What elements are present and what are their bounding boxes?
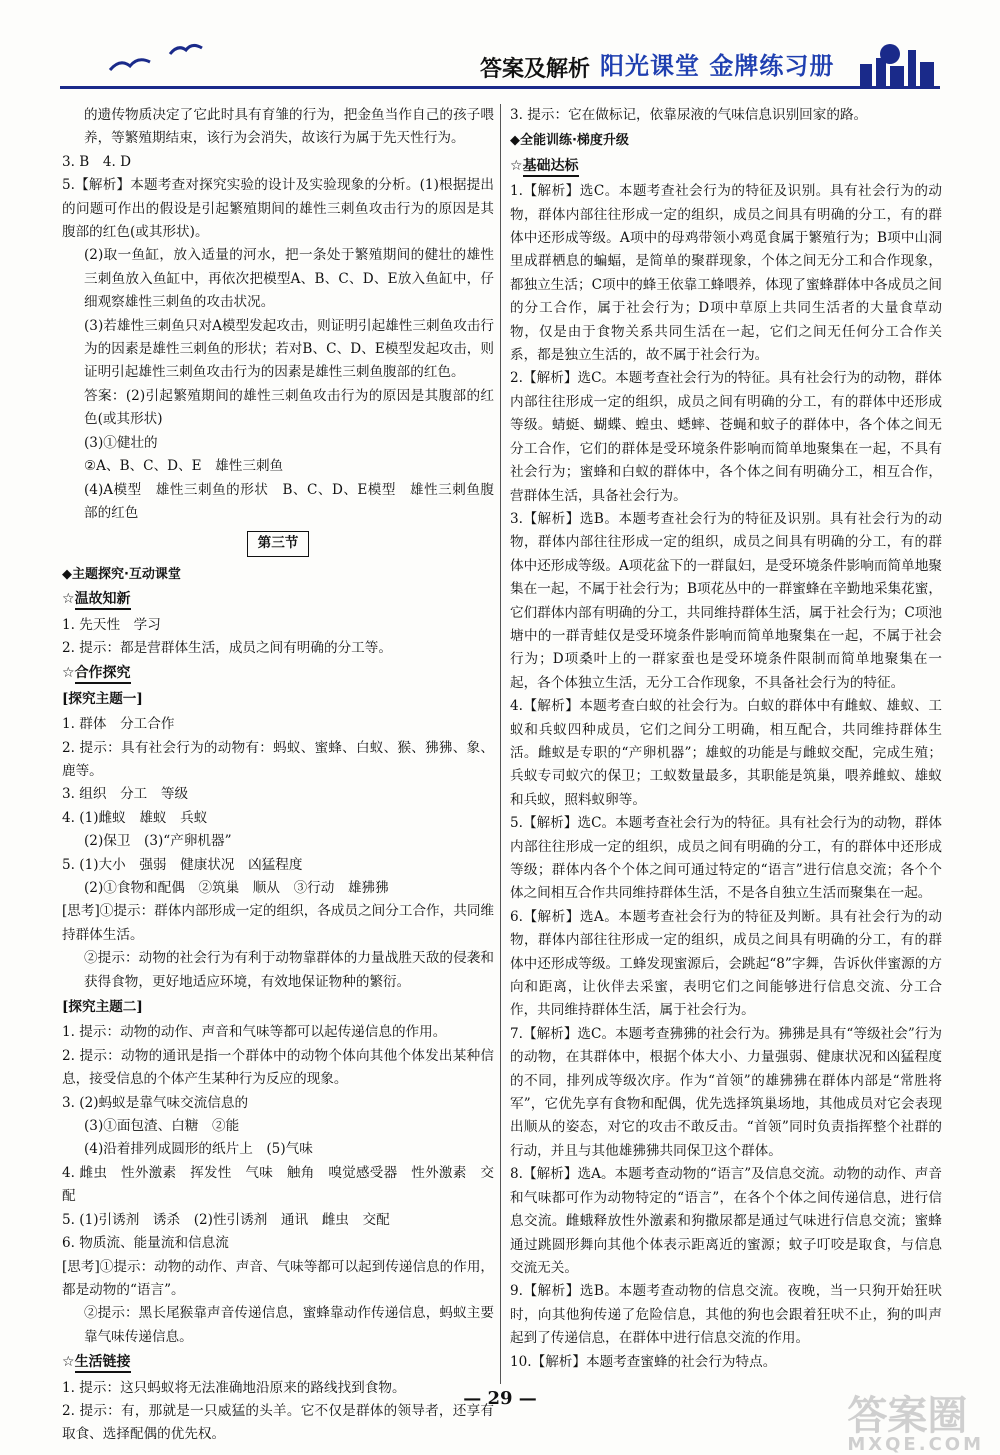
subsection-heading-text: 合作探究 [75,665,131,684]
subsection-heading-text: 生活链接 [75,1354,131,1373]
answer-paragraph: (4)沿着排列成圆形的纸片上 (5)气味 [84,1141,313,1158]
answer-paragraph: ②A、B、C、D、E 雄性三刺鱼 [84,458,284,475]
birds-icon [100,40,220,86]
answer-paragraph: (3)①健壮的 [84,434,158,451]
city-skyline-icon [850,40,940,86]
answer-paragraph: 7.【解析】选C。本题考查狒狒的社会行为。狒狒是具有“等级社会”行为的动物，在其群体中，根据个体大小、力量强弱、健康状况和凶猛程度的不同，排列成等级次序。作为“首领”的雄狒狒在群体内部是“常胜将军”，它优先享有食物和配偶，优先选择筑巢场地，其他成员对它会表现出顺从的姿态，对它的攻击不敢反击。“首领”同时负责指挥整个社群的行动，并且与其他雄狒狒共同保卫这个群体。 [510,1025,942,1159]
answer-paragraph: (2)保卫 (3)“产卵机器” [84,833,232,850]
answer-paragraph: (3)若雄性三刺鱼只对A模型发起攻击，则证明引起雄性三刺鱼攻击行为的因素是雄性三刺鱼的形状；若对B、C、D、E模型发起攻击，则证明引起雄性三刺鱼攻击行为的因素是雄性三刺鱼腹部的红色。 [84,317,494,381]
subsection-heading [62,662,494,685]
answer-paragraph: 6.【解析】选A。本题考查社会行为的特征及判断。具有社会行为的动物，群体内部往往形成一定的组织，成员之间具有明确的分工，有的群体中还形成等级。工蜂发现蜜源后，会跳起“8”字舞，告诉伙伴蜜源的方向和距离，让伙伴去采蜜，表明它们之间能够进行信息交流、分工合作，共同维持群体生活，属于社会行为。 [510,908,942,1019]
answer-paragraph: 2. 提示：都是营群体生活，成员之间有明确的分工等。 [62,639,392,656]
answer-paragraph: 1.【解析】选C。本题考查社会行为的特征及识别。具有社会行为的动物，群体内部往往形成一定的组织，成员之间具有明确的分工，有的群体中还形成等级。A项中的母鸡带领小鸡觅食属于繁殖行为；B项中山洞里成群栖息的蝙蝠，是简单的聚群现象，个体之间无分工和合作现象，都独立生活；C项中的蜂王依靠工蜂喂养，体现了蜜蜂群体中各成员之间的分工合作，属于社会行为；D项中草原上共同生活者的大量食草动物，仅是由于食物关系共同生活在一起，它们之间无任何分工合作关系，都是独立生活的，故不属于社会行为。 [510,183,942,364]
answer-paragraph: 5.【解析】本题考查对探究实验的设计及实验现象的分析。(1)根据提出的问题可作出的假设是引起繁殖期间的雄性三刺鱼攻击行为的原因是其腹部的红色(或其形状)。 [62,177,494,241]
answer-paragraph: [思考]①提示：群体内部形成一定的组织，各成员之间分工合作，共同维持群体生活。 [62,903,495,943]
header-rule [60,86,940,89]
answer-paragraph: 9.【解析】选B。本题考查动物的信息交流。夜晚，当一只狗开始狂吠时，向其他狗传递了危险信息，其他的狗也会跟着狂吠不止，狗的叫声起到了传递信息，在群体中进行信息交流的作用。 [510,1283,942,1347]
star-icon: ☆ [62,591,75,608]
answer-paragraph: 1. 提示：动物的动作、声音和气味等都可以起传递信息的作用。 [62,1024,447,1041]
answer-paragraph: 5. (1)大小 强弱 健康状况 凶猛程度 [62,856,303,873]
answer-paragraph: 4. (1)雌蚁 雄蚁 兵蚁 [62,809,208,826]
header-title-answers: 答案及解析 [480,57,591,82]
answer-paragraph: 3. 组织 分工 等级 [62,786,189,803]
answer-paragraph: (2)取一鱼缸，放入适量的河水，把一条处于繁殖期间的健壮的雄性三刺鱼放入鱼缸中，再依次把模型A、B、C、D、E放入鱼缸中，仔细观察雄性三刺鱼的攻击状况。 [84,247,494,311]
subsection-heading-text: 基础达标 [523,158,579,177]
answer-paragraph: ②提示：黑长尾猴靠声音传递信息，蜜蜂靠动作传递信息，蚂蚁主要靠气味传递信息。 [84,1305,494,1345]
page-header [60,40,940,100]
answer-paragraph: 1. 群体 分工合作 [62,716,175,733]
answer-paragraph: 3. 提示：它在做标记，依靠尿液的气味信息识别回家的路。 [510,107,868,123]
header-title-series: 阳光课堂 金牌练习册 [600,52,835,80]
answer-paragraph: 4.【解析】本题考查白蚁的社会行为。白蚁的群体中有雌蚁、雄蚁、工蚁和兵蚁四种成员，它们之间分工明确，相互配合，共同维持群体生活。雌蚁是专职的“产卵机器”；雄蚁的功能是与雌蚁交配，完成生殖；兵蚁专司蚁穴的保卫；工蚁数量最多，其职能是筑巢，喂养雌蚁、雄蚁和兵蚁，照料蚁卵等。 [510,698,942,808]
star-icon: ☆ [62,1354,75,1371]
answer-paragraph: 3. B 4. D [62,153,132,170]
answer-paragraph: 1. 提示：这只蚂蚁将无法准确地沿原来的路线找到食物。 [62,1379,406,1396]
page-number: — 29 — [463,1388,537,1409]
answer-paragraph: 2. 提示：动物的通讯是指一个群体中的动物个体向其他个体发出某种信息，接受信息的个体产生某种行为反应的现象。 [62,1047,494,1088]
watermark-logo [847,1393,984,1455]
section-title-text: 第三节 [247,531,310,556]
answer-paragraph: 5. (1)引诱剂 诱杀 (2)性引诱剂 通讯 雌虫 交配 [62,1211,390,1228]
watermark-sub: MXQE.COM [847,1434,984,1455]
star-icon: ☆ [510,157,523,174]
answer-paragraph: (3)①面包渣、白糖 ②能 [84,1118,240,1135]
answer-paragraph: 3.【解析】选B。本题考查社会行为的特征及识别。具有社会行为的动物，群体内部往往形成一定的组织，成员之间具有明确的分工，有的群体中还形成等级。A项花盆下的一群鼠妇，是受环境条件影响而简单地聚集在一起，不属于社会行为；B项花丛中的一群蜜蜂在辛勤地采集花蜜，它们群体内部有明确的分工，共同维持群体生活，属于社会行为；C项池塘中的一群青蛙仅是受环境条件影响而简单地聚集在一起，不属于社会行为；D项桑叶上的一群家蚕也是受环境条件限制而简单地聚集在一起，各个体独立生活，无分工合作现象，不具备社会行为的特征。 [510,510,942,691]
answer-paragraph: 答案：(2)引起繁殖期间的雄性三刺鱼攻击行为的原因是其腹部的红色(或其形状) [84,387,494,428]
section-banner: ◆主题探究·互动课堂 [62,566,181,582]
answer-paragraph: [思考]①提示：动物的动作、声音、气味等都可以起到传递信息的作用，都是动物的“语言”。 [62,1258,495,1298]
answer-paragraph: 2. 提示：有，那就是一只威猛的头羊。它不仅是群体的领导者，还享有取食、选择配偶的优先权。 [62,1402,494,1443]
answer-paragraph: 1. 先天性 学习 [62,616,161,633]
answer-paragraph: 10.【解析】本题考查蜜蜂的社会行为特点。 [510,1353,777,1370]
answer-paragraph: (4)A模型 雄性三刺鱼的形状 B、C、D、E模型 雄性三刺鱼腹部的红色 [84,481,494,521]
answer-paragraph: 的遗传物质决定了它此时具有育雏的行为，把金鱼当作自己的孩子喂养，等繁殖期结束，该行为会消失，故该行为属于先天性行为。 [84,107,494,147]
answer-paragraph: 2. 提示：具有社会行为的动物有：蚂蚁、蜜蜂、白蚁、猴、狒狒、象、鹿等。 [62,739,494,779]
topic-heading: [探究主题二] [62,999,143,1016]
answer-paragraph: ②提示：动物的社会行为有利于动物靠群体的力量战胜天敌的侵袭和获得食物，更好地适应环境，有效地保证物种的繁衍。 [84,950,494,990]
answer-paragraph: 3. (2)蚂蚁是靠气味交流信息的 [62,1094,249,1111]
watermark-main: 答案圈 [847,1393,968,1439]
section-banner: ◆全能训练·梯度升级 [510,133,629,149]
answer-paragraph: 6. 物质流、能量流和信息流 [62,1235,229,1252]
column-divider [500,104,501,1384]
answer-paragraph: 2.【解析】选C。本题考查社会行为的特征。具有社会行为的动物，群体内部往往形成一定的组织，成员之间有明确的分工，有的群体中还形成等级。蜻蜓、蝴蝶、蝗虫、蟋蟀、苍蝇和蚊子的群体中，各个体之间无分工合作，它们的群体是受环境条件影响而简单地聚集在一起，不具有社会行为；蜜蜂和白蚁的群体中，各个体之间有明确分工，相互合作，营群体生活，具备社会行为。 [510,370,942,504]
topic-heading: [探究主题一] [62,690,143,707]
subsection-heading [62,1351,494,1374]
subsection-heading [510,155,942,178]
right-column [510,104,942,1374]
star-icon: ☆ [62,665,75,682]
answer-paragraph: (2)①食物和配偶 ②筑巢 顺从 ③行动 雄狒狒 [84,880,389,896]
answer-paragraph: 4. 雌虫 性外激素 挥发性 气味 触角 嗅觉感受器 性外激素 交配 [62,1164,494,1205]
left-column [62,104,494,1447]
subsection-heading-text: 温故知新 [75,591,131,610]
answer-paragraph: 5.【解析】选C。本题考查社会行为的特征。具有社会行为的动物，群体内部往往形成一定的组织，成员之间有明确的分工，有的群体中还形成等级；群体内各个个体之间可通过特定的“语言”进行信息交流；各个个体之间相互合作共同维持群体生活，不是各自独立生活而聚集在一起。 [510,815,942,902]
section-title [62,531,494,556]
subsection-heading [62,588,494,611]
answer-paragraph: 8.【解析】选A。本题考查动物的“语言”及信息交流。动物的动作、声音和气味都可作为动物特定的“语言”，在各个个体之间传递信息，进行信息交流。雌蛾释放性外激素和狗撒尿都是通过气味进行信息交流；蜜蜂通过跳圆形舞向其他个体表示距离近的蜜源；蚊子叮咬是取食，与信息交流无关。 [510,1166,942,1276]
